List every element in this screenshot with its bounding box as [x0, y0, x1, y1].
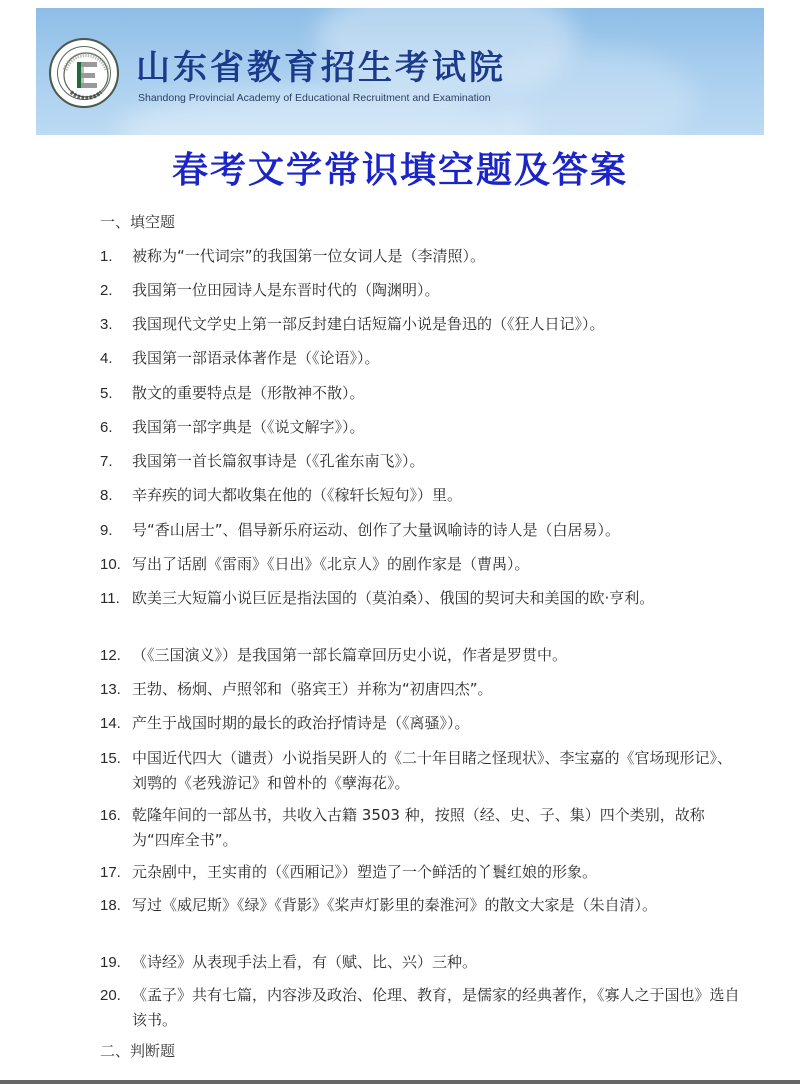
header-banner: [36, 8, 764, 135]
banner-cloud-decoration: [496, 48, 696, 135]
question-item: [100, 312, 740, 337]
question-text: 王勃、杨炯、卢照邻和（骆宾王）并称为“初唐四杰”。: [132, 680, 493, 698]
question-text: 号“香山居士”、倡导新乐府运动、创作了大量讽喻诗的诗人是（白居易）。: [132, 521, 621, 539]
question-item: [100, 518, 740, 543]
question-number: 5.: [100, 385, 113, 402]
question-item: [100, 677, 740, 702]
question-item: [100, 415, 740, 440]
question-number: 1.: [100, 248, 113, 265]
page-bottom-divider: [0, 1080, 800, 1084]
question-text: （《三国演义》）是我国第一部长篇章回历史小说，作者是罗贯中。: [132, 646, 568, 664]
question-item: [100, 483, 740, 508]
question-number: 18.: [100, 897, 121, 914]
question-item: [100, 278, 740, 303]
section-heading-true-false: 二、判断题: [100, 1042, 176, 1060]
question-number: 6.: [100, 419, 113, 436]
question-text: 辛弃疾的词大都收集在他的（《稼轩长短句》）里。: [132, 486, 463, 504]
question-number: 11.: [100, 590, 120, 607]
question-number: 3.: [100, 316, 113, 333]
question-item: [100, 746, 740, 796]
question-item: [100, 643, 740, 668]
question-item: [100, 983, 740, 1033]
question-item: [100, 893, 740, 918]
emblem-e-icon: [49, 38, 119, 108]
question-text: 我国第一部字典是（《说文解字》）。: [132, 418, 365, 436]
question-number: 7.: [100, 453, 113, 470]
question-text: 中国近代四大（谴责）小说指吴趼人的《二十年目睹之怪现状》、李宝嘉的《官场现形记》、刘鹗的《老残游记》和曾朴的《孽海花》。: [132, 749, 733, 792]
question-number: 14.: [100, 715, 121, 732]
question-number: 20.: [100, 987, 121, 1004]
question-text: 我国第一部语录体著作是（《论语》）。: [132, 349, 380, 367]
question-item: [100, 552, 740, 577]
document-title: 春考文学常识填空题及答案: [171, 149, 628, 191]
question-number: 13.: [100, 681, 121, 698]
question-number: 2.: [100, 282, 113, 299]
org-name-chinese: 山东省教育招生考试院: [136, 48, 506, 88]
question-text: 我国第一位田园诗人是东晋时代的（陶渊明）。: [132, 281, 440, 299]
question-text: 我国第一首长篇叙事诗是（《孔雀东南飞》）。: [132, 452, 425, 470]
question-text: 我国现代文学史上第一部反封建白话短篇小说是鲁迅的（《狂人日记》）。: [132, 315, 605, 333]
question-number: 4.: [100, 350, 113, 367]
question-number: 19.: [100, 954, 121, 971]
org-name-english: Shandong Provincial Academy of Educational Recruitment and Examination: [138, 92, 491, 104]
question-number: 8.: [100, 487, 113, 504]
question-text: 《诗经》从表现手法上看，有（赋、比、兴）三种。: [132, 953, 478, 971]
section-heading-fill-in-blank: 一、填空题: [100, 213, 176, 231]
question-item: [100, 803, 740, 853]
question-number: 12.: [100, 647, 121, 664]
question-item: [100, 449, 740, 474]
question-item: [100, 711, 740, 736]
question-number: 16.: [100, 807, 121, 824]
question-text: 乾隆年间的一部丛书，共收入古籍 3503 种，按照（经、史、子、集）四个类别，故称为“四库全书”。: [132, 806, 705, 849]
question-item: [100, 381, 740, 406]
question-item: [100, 346, 740, 371]
question-item: [100, 586, 740, 611]
question-item: [100, 950, 740, 975]
question-text: 散文的重要特点是（形散神不散）。: [132, 384, 365, 402]
question-item: [100, 244, 740, 269]
question-text: 元杂剧中，王实甫的（《西厢记》）塑造了一个鲜活的丫鬟红娘的形象。: [132, 863, 598, 881]
question-number: 17.: [100, 864, 121, 881]
question-text: 产生于战国时期的最长的政治抒情诗是（《离骚》）。: [132, 714, 470, 732]
question-item: [100, 860, 740, 885]
question-number: 15.: [100, 750, 121, 767]
question-text: 写出了话剧《雷雨》《日出》《北京人》的剧作家是（曹禺）。: [132, 555, 530, 573]
question-number: 10.: [100, 556, 121, 573]
question-number: 9.: [100, 522, 113, 539]
question-text: 写过《威尼斯》《绿》《背影》《桨声灯影里的秦淮河》的散文大家是（朱自清）。: [132, 896, 658, 914]
question-text: 被称为“一代词宗”的我国第一位女词人是（李清照）。: [132, 247, 486, 265]
question-text: 欧美三大短篇小说巨匠是指法国的（莫泊桑）、俄国的契诃夫和美国的欧·亨利。: [132, 589, 655, 607]
question-text: 《孟子》共有七篇，内容涉及政治、伦理、教育，是儒家的经典著作，《寡人之于国也》选自该书。: [132, 986, 740, 1029]
